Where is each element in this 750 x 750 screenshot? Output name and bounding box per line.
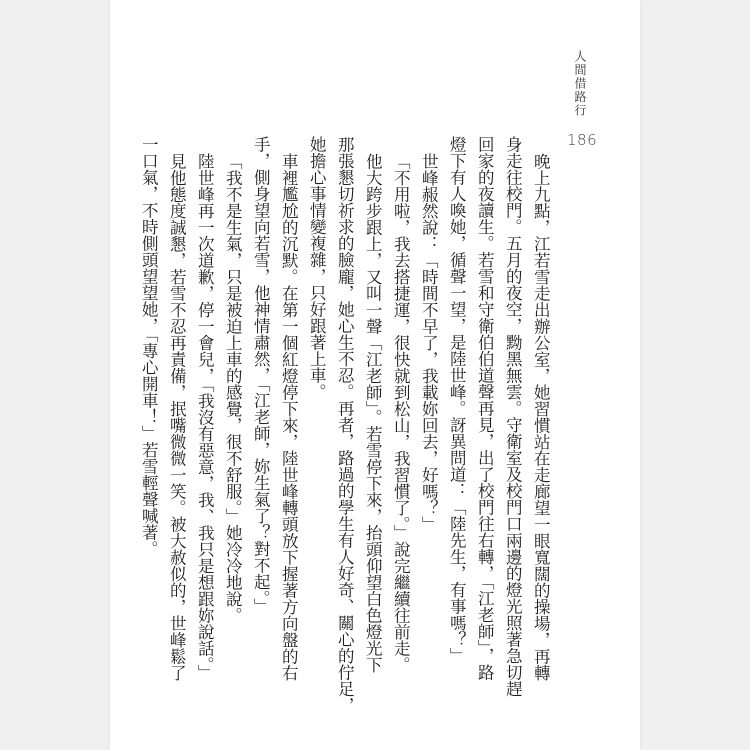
- text-line: 她擔心事情變複雜，只好跟著上車。: [307, 136, 327, 400]
- body-text: [110, 0, 640, 750]
- text-line: 見他態度誠懇，若雪不忍再責備，抿嘴微微一笑。被大赦似的，世峰鬆了: [167, 153, 187, 681]
- text-line: 那張懇切祈求的臉龐，她心生不忍。再者，路過的學生有人好奇、關心的佇足，: [335, 136, 355, 714]
- text-line: 車裡尷尬的沉默。在第一個紅燈停下來，陸世峰轉頭放下握著方向盤的右: [279, 153, 299, 681]
- text-line: 「我不是生氣，只是被迫上車的感覺，很不舒服。」她冷冷地說。: [223, 153, 243, 624]
- text-line: 「不用啦，我去搭捷運，很快就到松山，我習慣了。」說完繼續往前走。: [391, 153, 411, 673]
- book-page: [110, 0, 640, 750]
- text-line: 晚上九點，江若雪走出辦公室，她習慣站在走廊望一眼寬闊的操場，再轉: [531, 153, 551, 681]
- text-line: 陸世峰再一次道歉，停一會兒，「我沒有惡意，我、我只是想跟妳說話。」: [195, 153, 215, 681]
- text-line: 回家的夜讀生。若雪和守衛伯伯道聲再見，出了校門往右轉，「江老師」，路: [475, 136, 495, 681]
- text-line: 身走往校門。五月的夜空，黝黑無雲。守衛室及校門口兩邊的燈光照著急切趕: [503, 136, 523, 697]
- text-line: 燈下有人喚她，循聲一望，是陸世峰。訝異問道：「陸先生，有事嗎？」: [447, 136, 467, 664]
- text-line: 他大跨步跟上，又叫一聲「江老師」。若雪停下來，抬頭仰望白色燈光下: [363, 153, 383, 673]
- text-line: 世峰赧然說：「時間不早了，我載妳回去，好嗎？」: [419, 153, 439, 533]
- text-line: 一口氣，不時側頭望望她，「專心開車！」若雪輕聲喊著。: [139, 136, 159, 557]
- running-head: 人間借路行: [573, 50, 587, 118]
- text-line: 手，側身望向若雪，他神情肅然，「江老師，妳生氣了？對不起。」: [251, 136, 271, 615]
- page-number: 186: [567, 131, 598, 149]
